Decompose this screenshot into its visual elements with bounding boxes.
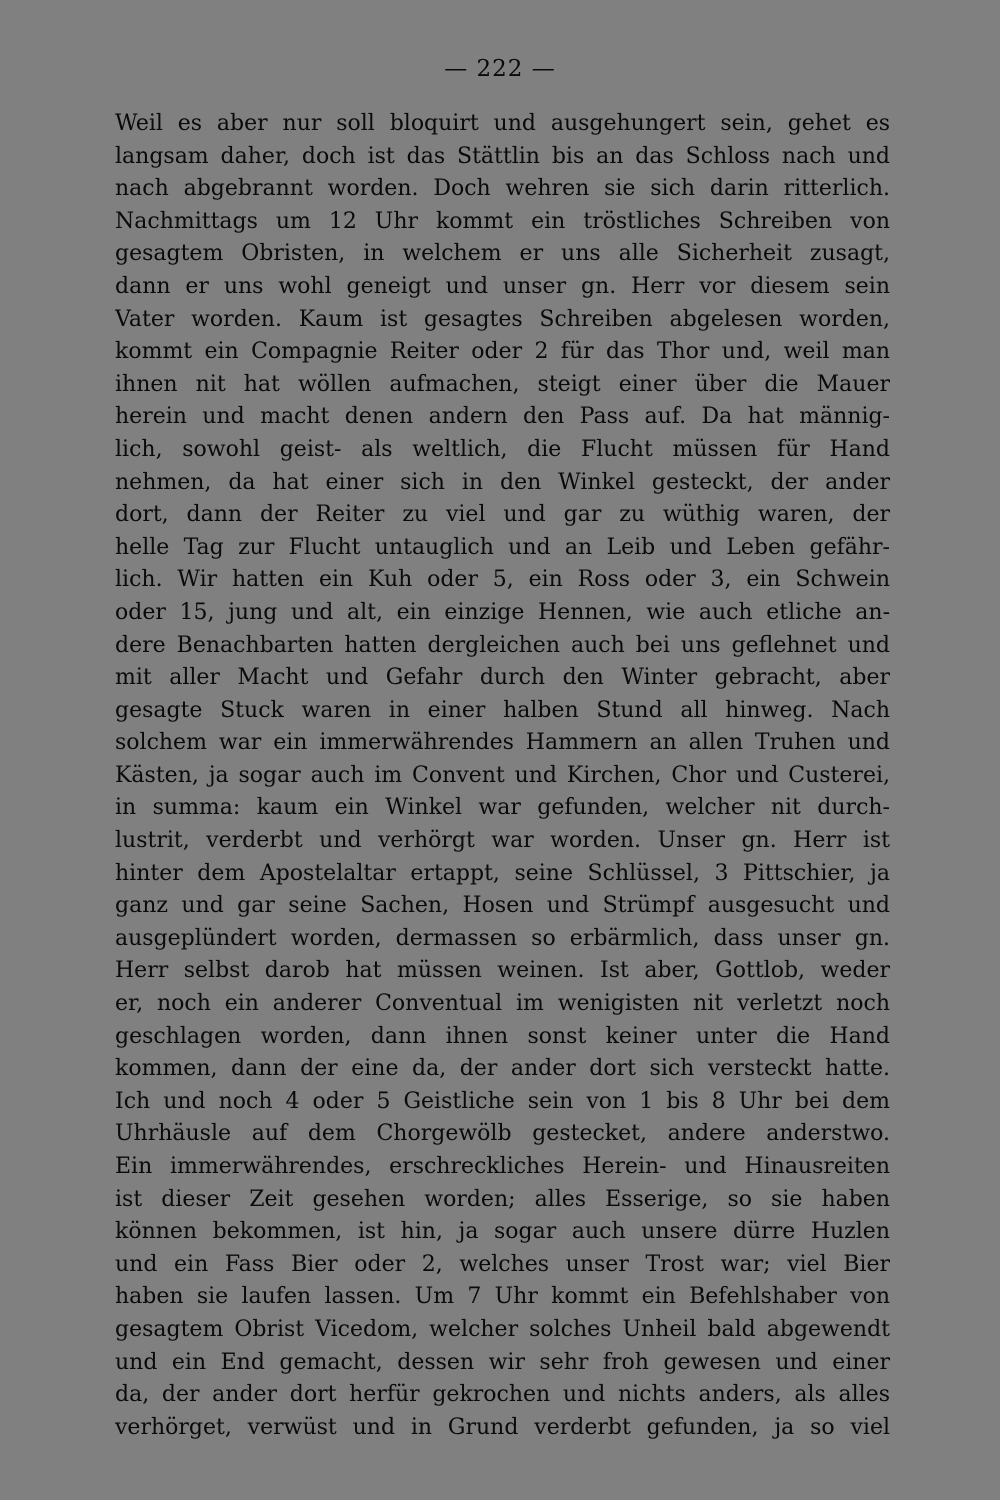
text-line: und ein End gemacht, dessen wir sehr froh gewesen und einer bbox=[115, 1349, 890, 1375]
text-line: kommen, dann der eine da, der ander dort sich versteckt hatte. bbox=[115, 1056, 890, 1082]
text-line: helle Tag zur Flucht untauglich und an Leib und Leben gefähr- bbox=[115, 534, 890, 560]
text-line: nehmen, da hat einer sich in den Winkel gesteckt, der ander bbox=[115, 469, 890, 495]
text-line: kommt ein Compagnie Reiter oder 2 für das Thor und, weil man bbox=[115, 339, 890, 365]
text-line: Uhrhäusle auf dem Chorgewölb gestecket, andere anderstwo. bbox=[115, 1121, 890, 1147]
text-line: Herr selbst darob hat müssen weinen. Ist aber, Gottlob, weder bbox=[115, 958, 890, 984]
text-line: Kästen, ja sogar auch im Convent und Kirchen, Chor und Custerei, bbox=[115, 762, 890, 788]
text-line: hinter dem Apostelaltar ertappt, seine Schlüssel, 3 Pittschier, ja bbox=[115, 860, 890, 886]
text-line: in summa: kaum ein Winkel war gefunden, welcher nit durch- bbox=[115, 795, 890, 821]
text-line: oder 15, jung und alt, ein einzige Hennen, wie auch etliche an- bbox=[115, 599, 890, 625]
body-text bbox=[115, 108, 890, 1444]
text-line: gesagtem Obristen, in welchem er uns alle Sicherheit zusagt, bbox=[115, 241, 890, 267]
text-line: dort, dann der Reiter zu viel und gar zu wüthig waren, der bbox=[115, 502, 890, 528]
text-line: dere Benachbarten hatten dergleichen auch bei uns geflehnet und bbox=[115, 632, 890, 658]
text-line: Ein immerwährendes, erschreckliches Herein- und Hinausreiten bbox=[115, 1154, 890, 1179]
text-line: Weil es aber nur soll bloquirt und ausgehungert sein, gehet es bbox=[115, 111, 890, 136]
text-line: herein und macht denen andern den Pass auf. Da hat männig- bbox=[115, 404, 890, 430]
text-line: Vater worden. Kaum ist gesagtes Schreiben abgelesen worden, bbox=[115, 306, 890, 332]
text-line: solchem war ein immerwährendes Hammern an allen Truhen und bbox=[115, 730, 890, 756]
text-line: haben sie laufen lassen. Um 7 Uhr kommt ein Befehlshaber von bbox=[115, 1284, 890, 1310]
text-line: da, der ander dort herfür gekrochen und nichts anders, als alles bbox=[115, 1382, 890, 1408]
text-line: ist dieser Zeit gesehen worden; alles Esserige, so sie haben bbox=[115, 1186, 890, 1212]
text-line: Nachmittags um 12 Uhr kommt ein tröstliches Schreiben von bbox=[115, 208, 890, 234]
page-number: — 222 — bbox=[444, 56, 556, 82]
text-line: mit aller Macht und Gefahr durch den Winter gebracht, aber bbox=[115, 665, 890, 691]
text-line: dann er uns wohl geneigt und unser gn. Herr vor diesem sein bbox=[115, 273, 890, 299]
text-line: verhörget, verwüst und in Grund verderbt gefunden, ja so viel bbox=[115, 1414, 890, 1440]
text-line: ganz und gar seine Sachen, Hosen und Strümpf ausgesucht und bbox=[115, 893, 890, 919]
text-line: langsam daher, doch ist das Stättlin bis an das Schloss nach und bbox=[115, 143, 890, 169]
text-line: geschlagen worden, dann ihnen sonst keiner unter die Hand bbox=[115, 1023, 890, 1049]
text-line: er, noch ein anderer Conventual im wenigisten nit verletzt noch bbox=[115, 991, 890, 1017]
text-line: ihnen nit hat wöllen aufmachen, steigt einer über die Mauer bbox=[115, 371, 890, 397]
text-line: gesagte Stuck waren in einer halben Stund all hinweg. Nach bbox=[115, 697, 890, 723]
text-line: lustrit, verderbt und verhörgt war worden. Unser gn. Herr ist bbox=[115, 828, 890, 854]
text-line: lich. Wir hatten ein Kuh oder 5, ein Ross oder 3, ein Schwein bbox=[115, 567, 890, 593]
text-line: lich, sowohl geist- als weltlich, die Flucht müssen für Hand bbox=[115, 436, 890, 462]
text-line: ausgeplündert worden, dermassen so erbärmlich, dass unser gn. bbox=[115, 925, 890, 951]
text-line: können bekommen, ist hin, ja sogar auch unsere dürre Huzlen bbox=[115, 1219, 890, 1245]
text-line: und ein Fass Bier oder 2, welches unser Trost war; viel Bier bbox=[115, 1251, 890, 1277]
text-line: nach abgebrannt worden. Doch wehren sie sich darin ritterlich. bbox=[115, 176, 890, 202]
text-line: gesagtem Obrist Vicedom, welcher solches Unheil bald abgewendt bbox=[115, 1316, 890, 1342]
text-line: Ich und noch 4 oder 5 Geistliche sein von 1 bis 8 Uhr bei dem bbox=[115, 1088, 890, 1114]
